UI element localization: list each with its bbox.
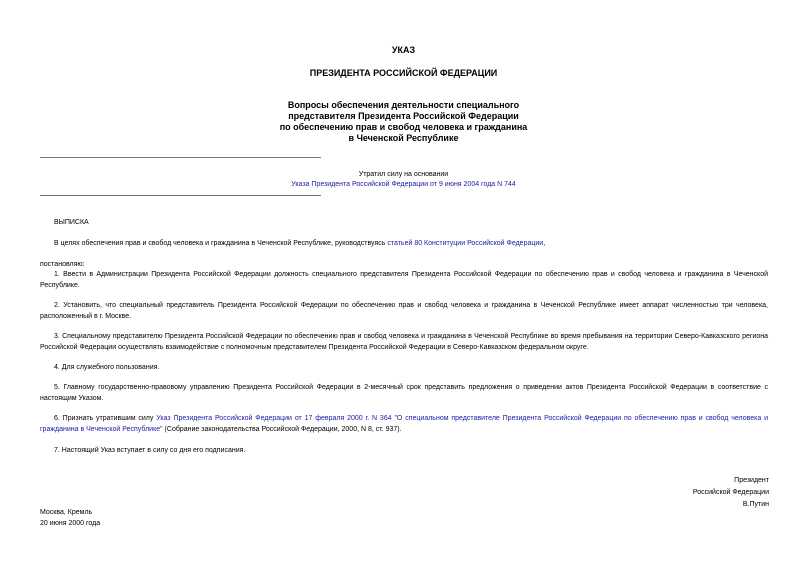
intro-text-end: ,	[543, 240, 546, 247]
intro-paragraph	[40, 238, 768, 249]
document-title: УКАЗ	[391, 45, 416, 55]
footer-block	[40, 507, 100, 529]
heading-line: по обеспечению прав и свобод человека и гражданина	[279, 122, 528, 132]
heading-line: Вопросы обеспечения деятельности специального	[287, 100, 520, 110]
decree-label: постановляю:	[40, 261, 85, 268]
footer-place: Москва, Кремль	[40, 509, 93, 516]
status-link[interactable]: Указа Президента Российской Федерации от 9 июня 2004 года N 744	[291, 181, 516, 188]
divider	[40, 157, 321, 158]
signature-block	[569, 475, 769, 511]
signature-position: Президент	[734, 477, 769, 484]
paragraph-6-text: 6. Признать утратившим силу	[54, 415, 157, 422]
extract-label: ВЫПИСКА	[54, 219, 89, 226]
paragraph-5: 5. Главному государственно-правовому управлению Президента Российской Федерации в 2-месячный срок представить предложения о приведении актов Президента Российской Федерации в соответствие с настоящим Указом.	[40, 384, 768, 402]
paragraph-4: 4. Для служебного пользования.	[54, 364, 160, 371]
paragraph-7: 7. Настоящий Указ вступает в силу со дня его подписания.	[54, 447, 246, 454]
document-subtitle: ПРЕЗИДЕНТА РОССИЙСКОЙ ФЕДЕРАЦИИ	[309, 68, 498, 78]
paragraph-3: 3. Специальному представителю Президента Российской Федерации по обеспечению прав и свобод человека и гражданина в Чеченской Республике во время пребывания на территории Северо-Кавказского региона Российской Федерации осуществлять взаимодействие с полномочным представителем Президента Российской Федерации в Северо-Кавказском федеральном округе.	[40, 333, 768, 351]
heading-line: представителя Президента Российской Федерации	[288, 111, 519, 121]
constitution-link[interactable]: статьей 80 Конституции Российской Федерации	[387, 240, 544, 247]
divider	[40, 195, 321, 196]
repealed-decree-link[interactable]: Указ Президента Российской Федерации от 17 февраля 2000 г. N 364 "О специальном представителе Президента Российской Федерации по обеспечению прав и свобод человека и гражданина в Чеченской Республике"	[40, 415, 768, 433]
signature-name: В.Путин	[742, 501, 769, 508]
paragraph-6	[40, 413, 768, 435]
intro-text: В целях обеспечения прав и свобод человека и гражданина в Чеченской Республике, руководствуясь	[54, 240, 388, 247]
footer-date: 20 июня 2000 года	[40, 520, 101, 527]
status-note: Утратил силу на основании	[358, 171, 449, 178]
signature-country: Российской Федерации	[692, 489, 769, 496]
paragraph-1: 1. Ввести в Администрации Президента Российской Федерации должность специального представителя Президента Российской Федерации по обеспечению прав и свобод человека и гражданина в Чеченской Республике.	[40, 271, 768, 289]
document-heading	[0, 100, 807, 144]
heading-line: в Чеченской Республике	[348, 133, 459, 143]
paragraph-2: 2. Установить, что специальный представитель Президента Российской Федерации по обеспечению прав и свобод человека и гражданина в Чеченской Республике имеет аппарат численностью три человека, расположенный в г. Москве.	[40, 302, 768, 320]
paragraph-6-text-end: (Собрание законодательства Российской Федерации, 2000, N 8, ст. 937).	[162, 426, 402, 433]
